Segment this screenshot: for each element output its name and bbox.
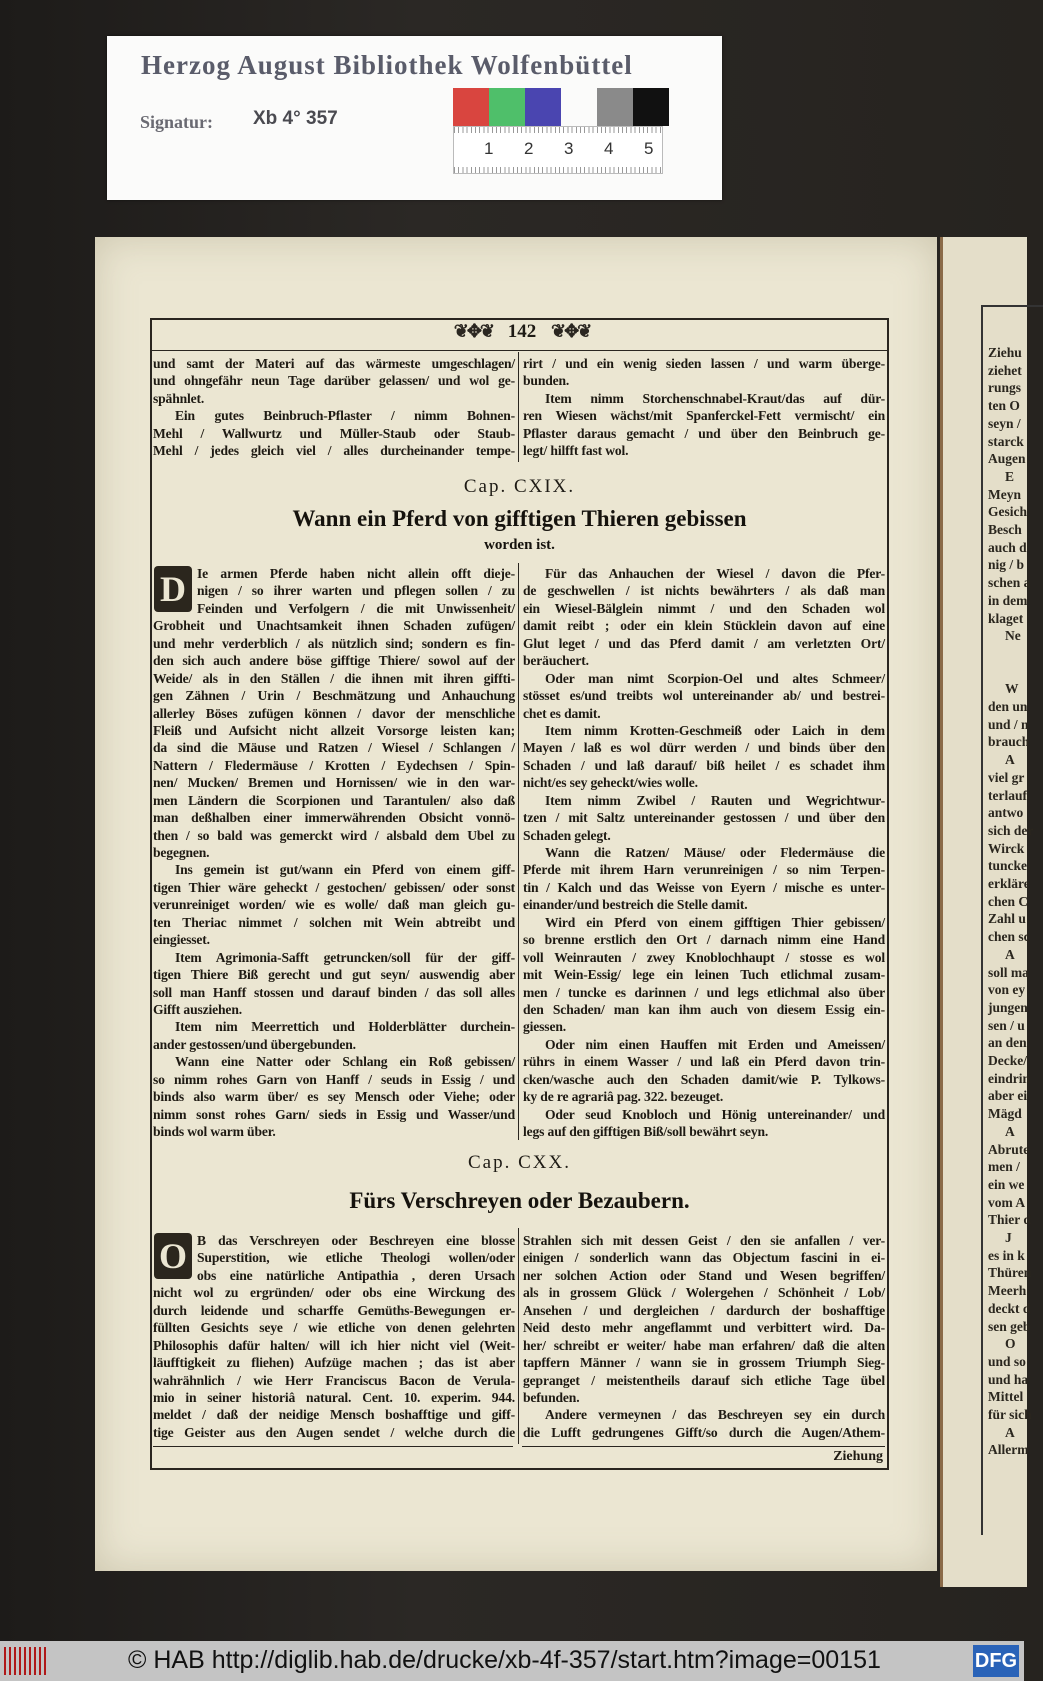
next-page-text-fragment: Allerm [988,1442,1029,1458]
text-line: Neid desto mehr angeflammt und verbittert wird. Da- [523,1320,885,1336]
text-column-right [523,1232,885,1441]
next-page-text-fragment: Mägd [988,1106,1022,1122]
text-line: ky de re agrariâ pag. 322. bezeuget. [523,1089,724,1105]
text-line: Fleiß und Aufsicht nicht allzeit Vorsorge leisten kan; [153,722,515,738]
scale-ruler [453,126,663,174]
next-page-text-fragment: chen sc [988,929,1030,945]
next-page-text-fragment: Zahl u [988,911,1026,927]
next-page-text-fragment: Thüren [988,1265,1032,1281]
text-line: men / tuncke es darinnen / und legs etlichmal also über [523,984,885,1000]
next-page-text-fragment: sen geb [988,1318,1031,1334]
next-page-text-fragment: Besch [988,522,1022,537]
text-line: tapffern Männer / wann sie in grossem Triumph Sieg- [523,1355,885,1371]
next-page-text-fragment: und so [988,1353,1026,1369]
hab-logo-icon [4,1647,48,1675]
next-page-text-fragment: eindrin [988,1070,1031,1086]
next-page-text-fragment: auch d [988,539,1027,555]
page-number: 142 [507,321,537,342]
header-rule [150,350,889,351]
text-line: Ins gemein ist gut/wann ein Pferd von einem giff- [175,862,515,878]
text-line: obs eine natürliche Antipathia , deren Ursach [197,1267,515,1283]
text-column-top-left [153,355,515,460]
next-page-text-fragment: an den [988,1035,1027,1051]
text-line: den sich auch andere böse gifftige Thiere/ sowol auf der [153,653,515,669]
next-page-text-fragment: von ey [988,982,1026,998]
ornament-icon: ❦✥❦ [453,321,493,341]
copyright-url[interactable]: © HAB http://diglib.hab.de/drucke/xb-4f-357/start.htm?image=00151 [128,1646,881,1674]
next-page-text-fragment: J [1005,1230,1012,1245]
column-end-rule [153,1446,513,1447]
text-line: ner solchen Action oder Stand und Wesen begriffen/ [523,1267,885,1283]
text-line: als in grossem Glück / Wolergehen / Schönheit / Lob/ [523,1285,885,1301]
text-line: so nimm rohes Garn von Hanff / seuds in Essig / und [153,1071,515,1087]
next-page-text-fragment: W [1005,681,1019,697]
signatur-label: Signatur: [140,112,214,132]
text-line: rirt / und ein wenig sieden lassen / und warm überge- [523,356,885,371]
ornament-icon: ❦✥❦ [551,321,591,341]
chapter-number: Cap. CXIX. [463,476,576,497]
next-page-text-fragment: erkläre [988,876,1030,891]
next-page-text-fragment: und / n [988,716,1029,732]
next-page-text-fragment: Ziehu [988,345,1022,360]
text-line: nicht/es sey geheckt/wies wolle. [523,775,698,791]
next-page-rule [983,305,1043,307]
next-page-text-fragment: schen a [988,575,1031,591]
signatur-value: Xb 4° 357 [253,108,338,129]
chapter-title: Fürs Verschreyen oder Bezaubern. [349,1188,690,1213]
text-line: durch leidende und scharffe Gemüths-Bewegungen er- [153,1302,515,1318]
text-line: tige Geister aus den Augen sendet / welche durch die [153,1424,515,1440]
column-end-rule [522,1446,885,1447]
text-line: wahrähnlich / wie Herr Franciscus Bacon de Verula- [153,1372,515,1388]
next-page-text-fragment: aber ei [988,1088,1028,1104]
text-line: beräuchert. [523,653,589,669]
text-line: und ohngefähr neun Tage darüber gelassen/ und wol ge- [153,373,515,389]
text-line: Andere vermeynen / das Beschreyen sey ein durch [545,1407,885,1423]
text-line: verunreiniget worden/ wie es wolle/ daß man gleich gu- [153,897,515,913]
text-line: stösset es/und treibts wol untereinander ab/ und bestrei- [523,688,885,704]
text-column-top-right [523,355,885,460]
next-page-text-fragment: Wirck [988,840,1025,856]
text-line: tin / Kalch und das Weisse von Eyern / mische es unter- [523,879,885,895]
text-line: Item Agrimonia-Safft getruncken/soll für der giff- [175,949,515,965]
text-line: ten Theriac nimmet / solchen mit Wein abtreibt und [153,914,515,930]
next-page-text-fragment: A [1005,946,1015,962]
next-page-text-fragment: deckt d [988,1300,1031,1316]
chapter-title: Wann ein Pferd von gifftigen Thieren gebissen [292,506,747,531]
next-page-text-fragment: A [1005,752,1015,768]
text-line: Schaden / und laß darauf/ biß heilet / es schadet ihm [523,757,885,773]
next-page-text-fragment: Augen [988,451,1026,467]
text-line: Oder seud Knobloch und Hönig untereinander/ und [545,1106,885,1122]
next-page-text-fragment: A [1005,1424,1015,1440]
text-line: tigen Thier wäre geheckt / gestochen/ gebissen/ oder sonst [153,879,515,895]
next-page-text-fragment: in dem [988,592,1028,608]
text-column-right [523,565,885,1140]
next-page-text-fragment: men / [988,1159,1020,1175]
next-page-text-fragment: Ne [1005,628,1021,644]
next-page-text-fragment: Meyn [988,486,1021,502]
text-line: die Lufft gedrungenes Gifft/so durch die Augen/Athem- [523,1424,885,1440]
next-page-text-fragment: Abrute [988,1141,1030,1157]
text-line: legs auf den gifftigen Biß/soll bewährt seyn. [523,1124,769,1139]
next-page-text-fragment: antwo [988,805,1024,821]
text-line: Schaden gelegt. [523,827,611,843]
text-line: rührs in einem Wasser / und laß ein Pferd davon trin- [523,1054,885,1070]
text-line: einander/und bestreich die Stelle damit. [523,897,748,913]
text-line: so brenne erstlich den Ort / darnach nimm eine Hand [523,932,885,948]
text-line: de geschwellen / ist nichts bewährters / als daß man [523,583,885,599]
text-line: her/ schreibt er weiter/ habe man erfahren/ daß die alten [523,1337,885,1353]
next-page-text-fragment: Meerh [988,1283,1027,1299]
text-line: soll man Hanff stossen und darauf binden / das soll alles [153,984,515,1000]
text-line: Pflaster daraus gemacht / und über den Beinbruch ge- [523,425,885,441]
color-patch [633,88,669,126]
next-page-text-fragment: ein we [988,1176,1025,1192]
next-page-text-fragment: für sich [988,1407,1032,1422]
color-patch [525,88,561,126]
text-line: Ein gutes Beinbruch-Pflaster / nimm Bohnen- [175,408,515,424]
text-line: Ansehen / und dergleichen / dardurch der boshafftige [523,1302,885,1318]
text-line: begegnen. [153,845,210,860]
ruler-number: 5 [644,139,654,158]
text-column-left [153,1232,515,1441]
text-line: Strahlen sich mit dessen Geist / den sie anfallen / ver- [523,1233,885,1248]
text-line: Mayen / laß es wol dürr werden / und binds über den [523,740,885,756]
text-line: giessen. [523,1019,566,1035]
text-line: Wann die Ratzen/ Mäuse/ oder Fledermäuse die [545,845,885,860]
next-page-text-fragment: und ha [988,1371,1029,1387]
text-line: mio in seiner historiâ natural. Cent. 10. experim. 944. [153,1389,515,1405]
next-page-text-fragment: klaget [988,610,1024,626]
text-line: cken/wasche auch den Schaden damit/wie P. Tylkows- [523,1071,885,1087]
text-line: man deßhalben einer immerwährenden Obsicht vonnö- [153,810,515,826]
drop-cap-initial: O [154,1233,192,1279]
text-line: Wird ein Pferd von einem gifftigen Thier gebissen/ [545,914,885,930]
text-line: läufftigkeit zu fliehen) Aufzüge machen ; das ist aber [153,1355,515,1371]
chapter-subtitle: worden ist. [484,537,555,553]
column-divider [518,352,519,462]
text-line: ander gestossen/und übergebunden. [153,1036,356,1052]
text-line: meldet / daß der neidige Mensch boshafftige und giff- [153,1407,515,1423]
text-line: Item nimm Zwibel / Rauten und Wegrichtwur- [545,792,885,808]
ruler-number: 1 [484,139,494,158]
next-page-text-fragment: rungs [988,380,1022,396]
text-line: Oder man nimt Scorpion-Oel und altes Schmeer/ [545,670,885,686]
drop-cap-initial: D [154,566,192,612]
text-line: und samt der Materi auf das wärmeste umgeschlagen/ [153,356,515,371]
next-page-text-fragment: chen C [988,893,1029,909]
frame-top-rule [150,318,889,320]
next-page-text-fragment: brauch [988,734,1030,750]
text-line: nigen / so ihrer warten und pflegen sollen / zu [197,583,515,599]
text-line: Wann eine Natter oder Schlang ein Roß gebissen/ [175,1054,515,1070]
page-header [412,321,632,343]
text-line: den Schaden/ man kan ihm auch von diesem Essig ein- [523,1001,885,1017]
chapter-number: Cap. CXX. [468,1152,571,1173]
text-line: binds also warm über/ es sey Mensch oder Viehe; oder [153,1089,515,1105]
next-page-text-fragment: vom A [988,1194,1026,1210]
text-line: Für das Anhauchen der Wiesel / davon die Pfer- [545,566,885,581]
next-page-text-fragment: O [1005,1336,1016,1352]
next-page-edge [940,237,1034,1587]
text-line: eingiesset. [153,932,210,948]
text-line: nen/ Mucken/ Bremen und Hornissen/ wie in den war- [153,775,515,791]
next-page-text-fragment: es in k [988,1247,1025,1263]
next-page-text-fragment: Thier d [988,1212,1031,1228]
next-page-text-fragment: starck [988,433,1024,449]
library-name: Herzog August Bibliothek Wolfenbüttel [141,50,633,80]
text-line: binds wol warm über. [153,1124,276,1139]
text-line: bunden. [523,373,570,389]
text-line: chet es damit. [523,705,601,721]
color-patch [453,88,489,126]
ruler-number: 4 [604,139,614,158]
text-line: Superstition, wie etliche Theologi wollen/oder [197,1250,515,1266]
text-line: Feinden und Verfolgern / die mit Unwissenheit/ [197,600,515,616]
text-line: Philosophis dafür halten/ will ich hier nicht viel (Weit- [153,1337,515,1353]
next-page-text-fragment: sen / u [988,1017,1025,1033]
dfg-logo: DFG [973,1645,1019,1677]
next-page-text-fragment: tunckel [988,858,1031,874]
text-line: then / so bald was gemerckt wird / alsbald dem Ubel zu [153,827,515,843]
text-line: spähnlet. [153,390,205,406]
text-line: tigen Thiere Biß gerecht und gut seyn/ auswendig aber [153,967,515,983]
next-page-text-fragment: soll ma [988,964,1029,980]
text-line: mit Wein-Essig/ lege ein leinen Tuch etlichmal zusam- [523,967,885,983]
next-page-text-fragment: A [1005,1123,1015,1139]
text-column-left [153,565,515,1140]
next-page-text-fragment: terlauf [988,787,1027,803]
text-line: gen Zähnen / Urin / Beschmätzung und Anhauchung [153,688,515,704]
text-line: Weide/ als in den Ställen / die ihnen mit ihren giffti- [153,670,515,686]
text-line: allerley Böses zufügen können / davor der menschliche [153,705,515,721]
text-line: ren Wiesen wächst/mit Spanferckel-Fett vermischt/ ein [523,408,885,424]
text-line: nicht wol zu ergründen/ oder obs eine Wirckung des [153,1285,515,1301]
color-patch [489,88,525,126]
next-page-text-fragment: ziehet [988,362,1022,378]
next-page-text-fragment: sich der [988,822,1034,838]
text-line: gepranget / meistentheils darauf sich etliche Tage übel [523,1372,885,1388]
text-line: Item nim Meerrettich und Holderblätter durchein- [175,1019,515,1035]
next-page-text-fragment: den un [988,699,1028,714]
color-patch [561,88,597,126]
text-line: Gifft ausziehen. [153,1001,242,1017]
next-page-text-fragment: Mittel [988,1389,1024,1405]
text-line: B das Verschreyen oder Beschreyen eine blosse [197,1233,515,1248]
catchword: Ziehung [833,1449,883,1464]
text-line: legt/ hilfft fast wol. [523,443,629,459]
text-line: Grobheit und Unachtsamkeit ihnen Schaden zufügen/ [153,618,515,634]
text-line: Mehl / Wallwurtz und Müller-Staub oder Staub- [153,425,515,441]
text-line: men Ländern die Scorpionen und Tarantulen/ also daß [153,792,515,808]
text-line: voll Weinrauten / zwey Knoblochhaupt / stosse es wol [523,949,885,965]
next-page-text-fragment: ten O [988,398,1020,414]
text-line: da sind die Mäuse und Ratzen / Wiesel / Schlangen / [153,740,515,756]
text-line: damit reibt ; oder ein klein Stücklein davon auf eine [523,618,885,634]
text-line: nimm sonst rohes Garn/ sieds in Essig und Wasser/und [153,1106,515,1122]
text-line: ein Wiesel-Bälglein nimmt / und den Schaden wol [523,600,885,616]
next-page-text-fragment: viel gr [988,769,1025,785]
text-line: Ie armen Pferde haben nicht allein offt dieje- [197,566,515,581]
text-line: Mehl / jedes gleich viel / alles durcheinander tempe- [153,443,515,459]
text-line: einigen / sonderlich wann das Objectum fascini in ei- [523,1250,885,1266]
text-line: Oder nim einen Hauffen mit Erden und Ameissen/ [545,1036,885,1052]
text-line: und mehr verderblich / als nützlich sind; sondern es fin- [153,635,515,651]
text-line: Nattern / Fledermäuse / Krotten / Eydechsen / Spin- [153,757,515,773]
next-page-text-fragment: Gesich [988,504,1027,520]
text-line: Item nimm Krotten-Geschmeiß oder Laich in dem [545,722,885,738]
library-label-card [107,36,722,200]
text-line: Pferde mit ihrem Harn verunreinigen / so nim Terpen- [523,862,885,878]
column-divider [518,1228,519,1444]
text-line: Glut leget / und das Pferd damit / am verletzten Ort/ [523,635,885,651]
next-page-text-fragment: Decke/ [988,1053,1027,1068]
next-page-text-fragment: jungen [988,999,1028,1015]
ruler-number: 2 [524,139,534,158]
next-page-text-fragment: nig / b [988,557,1025,573]
text-line: tzen / mit Saltz untereinander gestossen / und über den [523,810,885,826]
text-line: füllten Gesichts seye / wie etliche von denen gelehrten [153,1320,515,1336]
text-line: Item nimm Storchenschnabel-Kraut/das auf dür- [545,390,885,406]
color-calibration-patches [453,88,669,126]
footer-bar [0,1641,1024,1681]
next-page-text-fragment: seyn / [988,415,1021,431]
next-page-text-fragment: E [1005,468,1015,484]
ruler-number: 3 [564,139,574,158]
next-page-frame-line [981,305,983,1535]
text-line: befunden. [523,1389,580,1405]
frame-bottom-rule [150,1468,889,1470]
color-patch [597,88,633,126]
column-divider [518,563,519,1140]
